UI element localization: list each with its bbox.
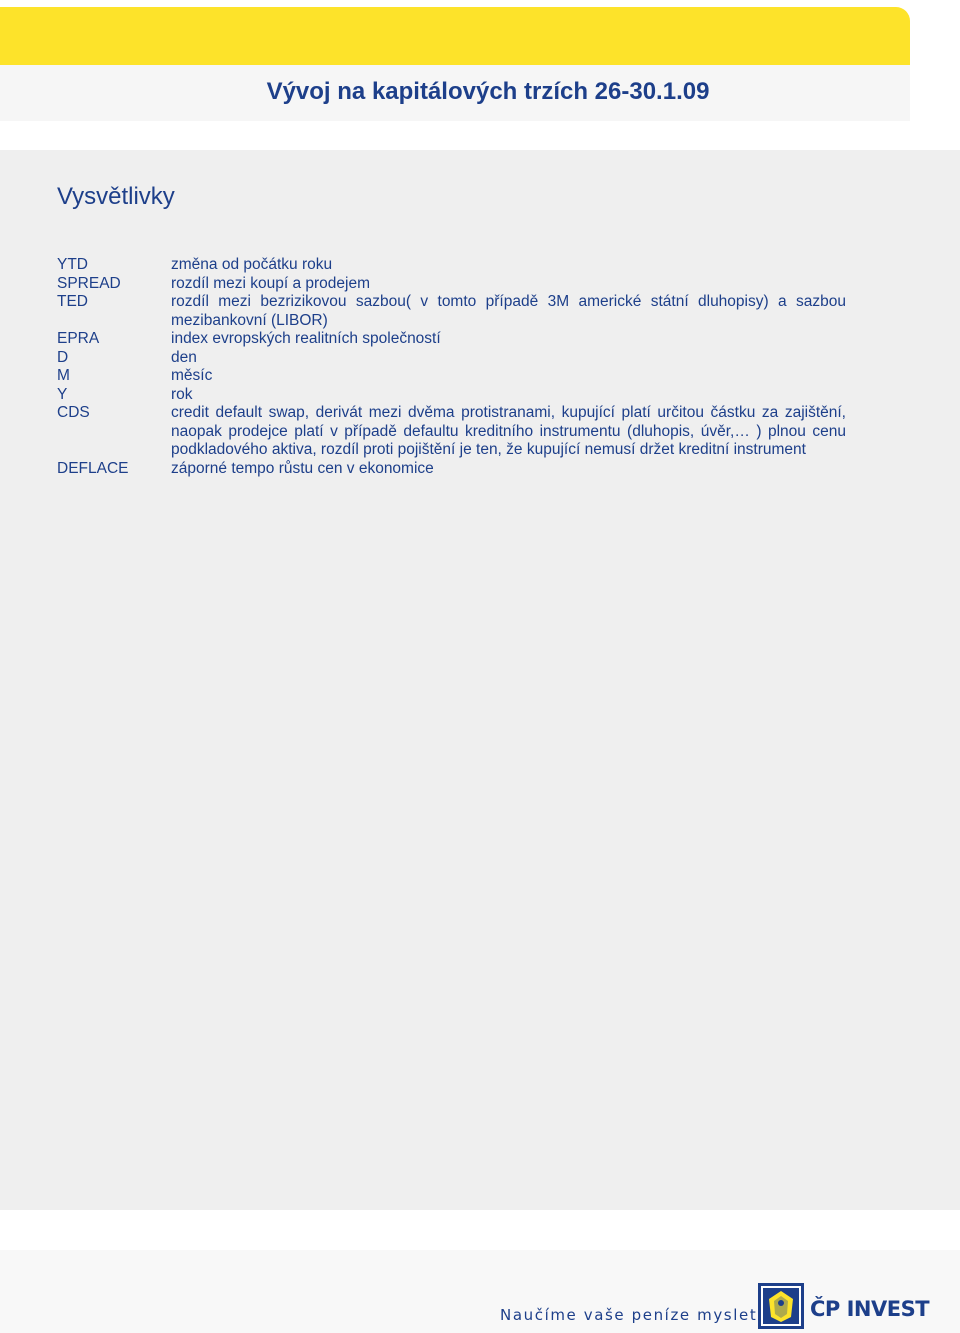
section-heading: Vysvětlivky [57, 183, 175, 210]
glossary-definition: změna od počátku roku [171, 256, 333, 273]
glossary-row-cds [57, 404, 846, 460]
glossary-term: CDS [57, 404, 90, 421]
glossary-term: D [57, 348, 69, 366]
glossary-definition: rok [171, 385, 193, 403]
glossary-term: SPREAD [57, 274, 121, 292]
glossary-definition: index evropských realitních společností [171, 330, 441, 347]
glossary-term: TED [57, 293, 88, 310]
header-yellow-bar [0, 7, 910, 65]
glossary-definition: záporné tempo růstu cen v ekonomice [171, 459, 434, 477]
glossary-row-epra [57, 330, 846, 349]
glossary-definition: rozdíl mezi bezrizikovou sazbou( v tomto případě 3M americké státní dluhopisy) a sazbou mezibankovní (LIBOR) [171, 293, 846, 329]
glossary-list [57, 256, 846, 478]
glossary-definition: rozdíl mezi koupí a prodejem [171, 274, 371, 292]
glossary-term: M [57, 367, 70, 384]
glossary-row-ytd [57, 256, 846, 275]
glossary-definition: měsíc [171, 367, 213, 384]
footer-logo-text: ČP INVEST [810, 1297, 930, 1321]
glossary-term: YTD [57, 256, 88, 273]
glossary-row-ted [57, 293, 846, 330]
glossary-row-d [57, 349, 846, 368]
glossary-row-m [57, 367, 846, 386]
page-title: Vývoj na kapitálových trzích 26-30.1.09 [266, 78, 710, 105]
glossary-term: EPRA [57, 330, 100, 347]
glossary-definition: den [171, 348, 197, 366]
glossary-row-deflace [57, 460, 846, 479]
glossary-row-spread [57, 275, 846, 294]
glossary-row-y [57, 386, 846, 405]
footer-slogan: Naučíme vaše peníze myslet [500, 1306, 758, 1324]
glossary-term: DEFLACE [57, 459, 129, 477]
cp-lion-crest-icon [758, 1283, 804, 1329]
glossary-definition: credit default swap, derivát mezi dvěma protistranami, kupující platí určitou částku za zajištění, naopak prodejce platí v případě defaultu kreditního instrumentu (dluhopis, úvěr,… ) plnou cenu podkladového aktiva, rozdíl proti pojištění je ten, že kupující nemusí držet kreditní instrument [171, 404, 846, 458]
glossary-term: Y [57, 385, 68, 403]
